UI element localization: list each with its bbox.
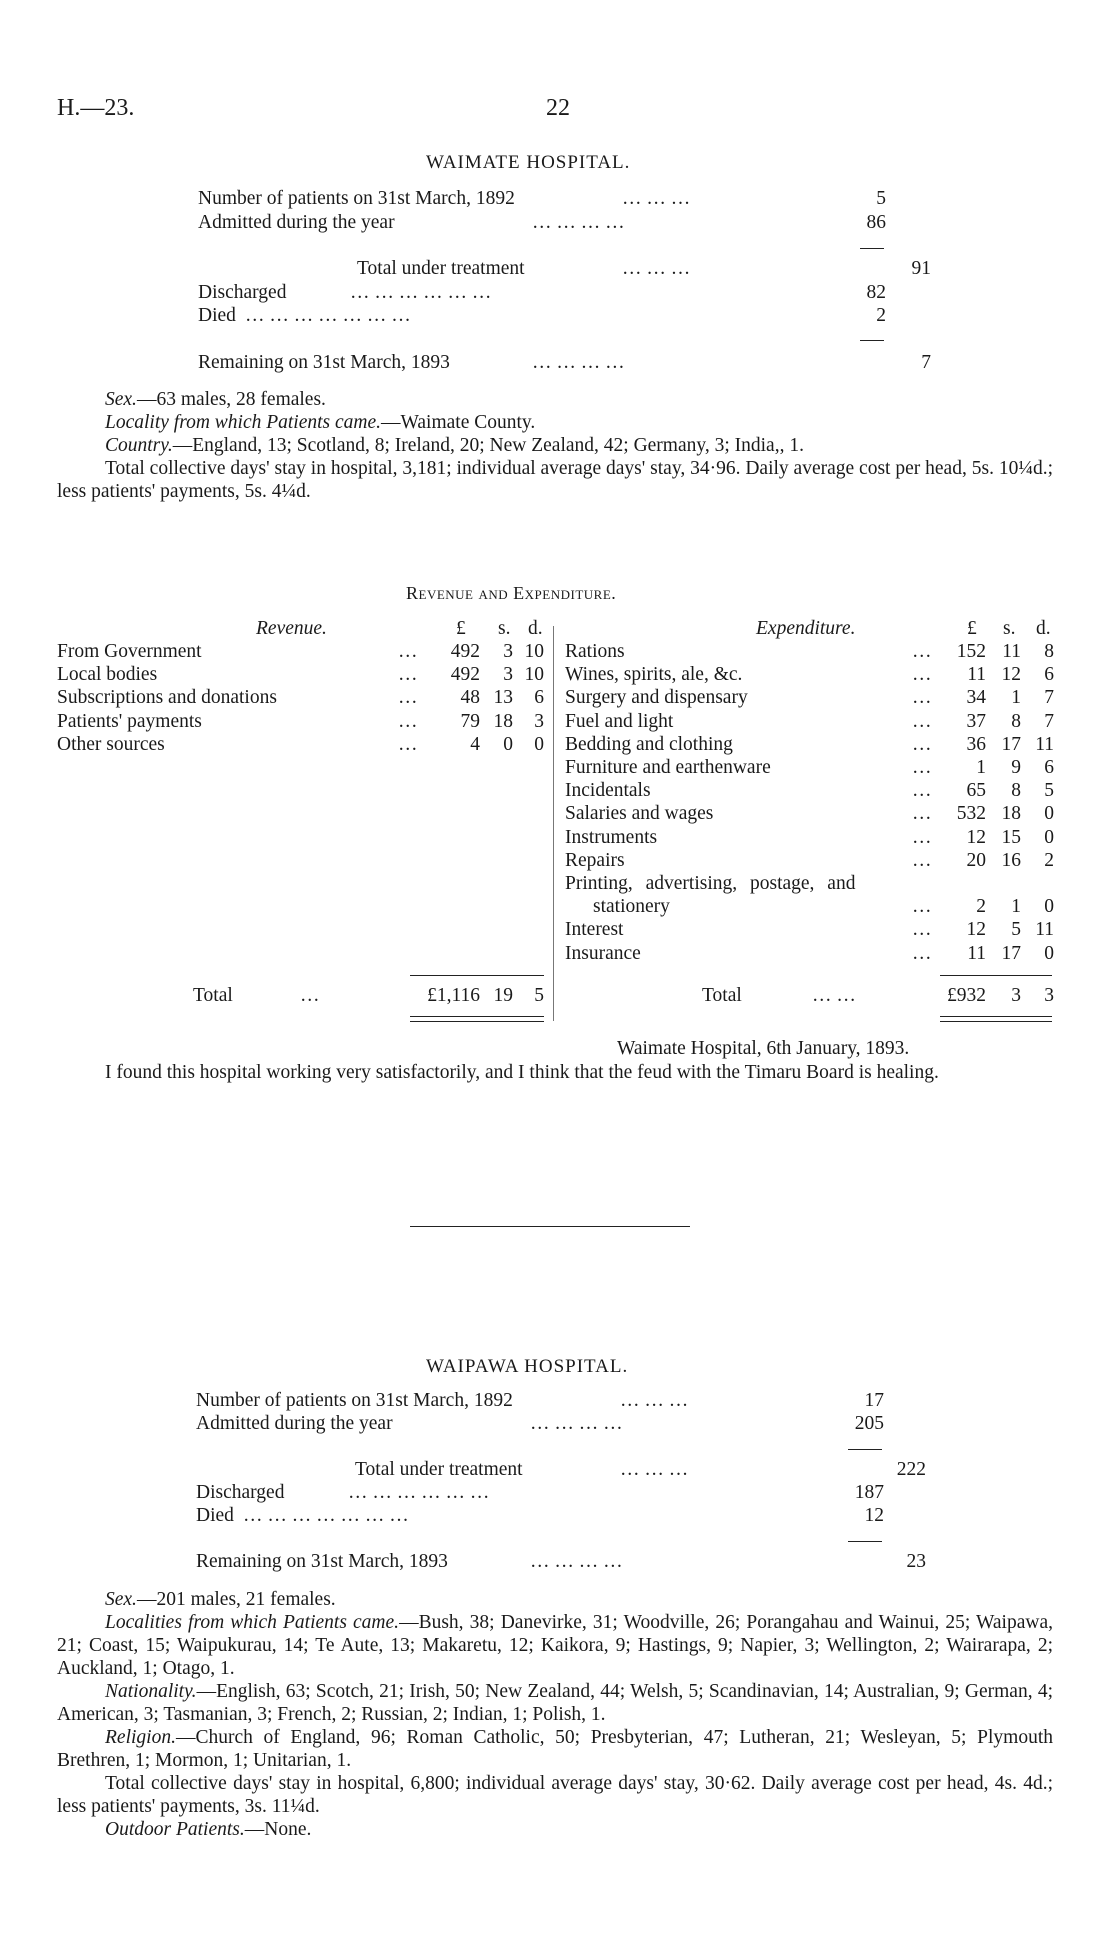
revenue-label: Other sources <box>57 733 165 755</box>
revenue-label: Patients' payments <box>57 710 202 732</box>
page-number: 22 <box>546 95 570 121</box>
localities-text: —Bush, 38; Danevirke, 31; Woodville, 26; Porangahau and Wainui, 25; Waipawa, 21; Coast, 15; Waipukurau, 14; Te Aute, 13; Makaretu, 12; Kaikora, 9; Hastings, 9; Napier, 3; Wellington, 2; Wairarapa, 2; Auckland, 1; Otago, 1. <box>57 1612 1053 1679</box>
leader-dots: … <box>398 687 418 709</box>
leader-dots: … <box>398 733 418 755</box>
stat-start-label: Number of patients on 31st March, 1892 <box>198 188 515 209</box>
sex-label: Sex. <box>105 1589 137 1610</box>
leader-dots: … <box>912 942 932 964</box>
leader-dots: … … … … … … <box>348 1482 490 1503</box>
expenditure-shillings: 1 <box>1011 687 1021 709</box>
revenue-label: Subscriptions and donations <box>57 687 277 709</box>
sex-text: —201 males, 21 females. <box>136 1589 336 1610</box>
waipawa-details <box>57 1588 1053 1841</box>
column-divider <box>553 626 554 1021</box>
expenditure-shillings: 8 <box>1011 780 1021 802</box>
leader-dots: … … … <box>620 1390 689 1411</box>
revenue-shillings: 13 <box>493 687 513 709</box>
revenue-col-pounds: £ <box>456 618 466 639</box>
nationality-label: Nationality. <box>105 1681 197 1702</box>
expenditure-label: Printing, advertising, postage, and <box>565 873 856 894</box>
section-divider <box>410 1226 690 1227</box>
expenditure-subtotal-rule <box>940 975 1052 976</box>
leader-dots: … <box>912 641 932 662</box>
revenue-total-shillings: 19 <box>493 985 513 1006</box>
expenditure-pounds: 11 <box>967 664 986 686</box>
revenue-total-pounds: £1,116 <box>427 985 480 1006</box>
stat-discharged-value: 82 <box>866 282 886 303</box>
localities-line <box>57 1611 1053 1680</box>
stat-remaining-label: Remaining on 31st March, 1893 <box>196 1551 448 1572</box>
stat-admitted-value: 86 <box>866 212 886 233</box>
expenditure-pounds: 1 <box>976 757 986 778</box>
leader-dots: … <box>398 710 418 732</box>
stat-discharged-label: Discharged <box>196 1482 285 1503</box>
revenue-heading: Revenue. <box>256 618 327 639</box>
leader-dots: … <box>912 733 932 755</box>
sex-line <box>57 1588 1053 1611</box>
expenditure-pence: 0 <box>1044 896 1054 918</box>
revenue-shillings: 0 <box>503 733 513 755</box>
leader-dots: … <box>398 664 418 686</box>
finance-title: Revenue and Expenditure. <box>406 583 617 603</box>
outdoor-label: Outdoor Patients. <box>105 1819 245 1840</box>
stat-total-label: Total under treatment <box>357 258 525 279</box>
expenditure-shillings: 5 <box>1011 919 1021 941</box>
sex-label: Sex. <box>105 389 137 410</box>
expenditure-label: Repairs <box>565 849 625 871</box>
waipawa-title: WAIPAWA HOSPITAL. <box>426 1356 629 1377</box>
leader-dots: … <box>912 687 932 709</box>
expenditure-label: Incidentals <box>565 780 651 802</box>
religion-label: Religion. <box>105 1727 176 1748</box>
expenditure-pence: 11 <box>1035 919 1054 941</box>
stat-died-value: 12 <box>864 1505 884 1526</box>
revenue-pence: 6 <box>534 687 544 709</box>
waimate-remark <box>57 1061 1053 1084</box>
stat-died-value: 2 <box>876 305 886 326</box>
revenue-pence: 0 <box>534 733 544 755</box>
country-text: —England, 13; Scotland, 8; Ireland, 20; New Zealand, 42; Germany, 3; India,, 1. <box>172 435 804 456</box>
expenditure-pence: 6 <box>1044 757 1054 778</box>
expenditure-pence: 11 <box>1035 733 1054 755</box>
stat-discharged-label: Discharged <box>198 282 287 303</box>
expenditure-shillings: 1 <box>1011 896 1021 918</box>
country-label: Country. <box>105 435 173 456</box>
outdoor-text: —None. <box>244 1819 312 1840</box>
revenue-shillings: 18 <box>493 710 513 732</box>
revenue-pounds: 4 <box>470 733 480 755</box>
country-line <box>57 434 1053 457</box>
revenue-col-pence: d. <box>528 618 543 639</box>
locality-line <box>57 411 1053 434</box>
revenue-pounds: 492 <box>450 664 480 686</box>
leader-dots: … … … … <box>530 1551 623 1572</box>
leader-dots: … <box>912 757 932 778</box>
expenditure-pounds: 152 <box>956 641 986 662</box>
stat-start-label: Number of patients on 31st March, 1892 <box>196 1390 513 1411</box>
stat-discharged-value: 187 <box>854 1482 884 1503</box>
stat-died-label: Died <box>196 1505 234 1526</box>
expenditure-total-pence: 3 <box>1044 985 1054 1006</box>
nationality-text: —English, 63; Scotch, 21; Irish, 50; New Zealand, 44; Welsh, 5; Scandinavian, 14; Australian, 9; German, 4; American, 3; Tasmanian, 3; French, 2; Russian, 2; Indian, 1; Polish, 1. <box>57 1681 1053 1725</box>
stat-remaining-value: 7 <box>921 352 931 373</box>
leader-dots: … … … … <box>532 352 625 373</box>
leader-dots: … … … … … … <box>350 282 492 303</box>
expenditure-col-pounds: £ <box>967 618 977 639</box>
sum-rule <box>860 248 884 249</box>
leader-dots: … … … <box>622 188 691 209</box>
leader-dots: … … … <box>622 258 691 279</box>
leader-dots: … … … … … … … <box>243 1505 409 1526</box>
leader-dots: … … <box>812 985 856 1006</box>
stay-line: Total collective days' stay in hospital, 3,181; individual average days' stay, 34·96. Daily average cost per head, 5s. 10¼d.; less patients' payments, 5s. 4¼d. <box>57 458 1053 502</box>
expenditure-pence: 8 <box>1044 641 1054 662</box>
waimate-title: WAIMATE HOSPITAL. <box>426 152 631 173</box>
expenditure-pounds: 34 <box>966 687 986 709</box>
leader-dots: … … … … <box>530 1413 623 1434</box>
religion-text: —Church of England, 96; Roman Catholic, 50; Presbyterian, 47; Lutheran, 21; Wesleyan, 5; Plymouth Brethren, 1; Mormon, 1; Unitarian, 1. <box>57 1727 1053 1771</box>
expenditure-label: Wines, spirits, ale, &c. <box>565 664 743 686</box>
sum-rule <box>860 340 884 341</box>
outdoor-line <box>57 1818 1053 1841</box>
expenditure-label: Interest <box>565 919 624 941</box>
expenditure-col-shillings: s. <box>1003 618 1016 639</box>
expenditure-shillings: 16 <box>1001 849 1021 871</box>
expenditure-shillings: 12 <box>1001 664 1021 686</box>
sum-rule <box>848 1541 882 1542</box>
expenditure-pounds: 12 <box>966 826 986 848</box>
expenditure-pounds: 36 <box>966 733 986 755</box>
stat-total-value: 91 <box>911 258 931 279</box>
expenditure-label: Fuel and light <box>565 710 674 732</box>
leader-dots: … … … <box>620 1459 689 1480</box>
expenditure-label: Rations <box>565 641 625 662</box>
expenditure-label: Bedding and clothing <box>565 733 733 755</box>
revenue-pence: 3 <box>534 710 544 732</box>
stat-admitted-label: Admitted during the year <box>198 212 395 233</box>
stat-admitted-label: Admitted during the year <box>196 1413 393 1434</box>
stat-remaining-label: Remaining on 31st March, 1893 <box>198 352 450 373</box>
leader-dots: … <box>912 803 932 825</box>
expenditure-label: Insurance <box>565 942 641 964</box>
revenue-subtotal-rule <box>410 975 544 976</box>
expenditure-label: Surgery and dispensary <box>565 687 748 709</box>
expenditure-pence: 6 <box>1044 664 1054 686</box>
stat-start-value: 17 <box>864 1390 884 1411</box>
stat-total-value: 222 <box>896 1459 926 1480</box>
leader-dots: … … … … <box>532 212 625 233</box>
leader-dots: … … … … … … … <box>245 305 411 326</box>
sex-text: —63 males, 28 females. <box>136 389 326 410</box>
expenditure-total-shillings: 3 <box>1011 985 1021 1006</box>
expenditure-pounds: 20 <box>966 849 986 871</box>
expenditure-pence: 2 <box>1044 849 1054 871</box>
revenue-pence: 10 <box>524 664 544 686</box>
stat-admitted-value: 205 <box>854 1413 884 1434</box>
leader-dots: … <box>912 826 932 848</box>
leader-dots: … <box>398 641 418 662</box>
stat-total-label: Total under treatment <box>355 1459 523 1480</box>
locality-text: —Waimate County. <box>381 412 536 433</box>
revenue-shillings: 3 <box>503 641 513 662</box>
expenditure-shillings: 9 <box>1011 757 1021 778</box>
expenditure-label: Salaries and wages <box>565 803 714 825</box>
expenditure-pence: 0 <box>1044 803 1054 825</box>
revenue-label: Local bodies <box>57 664 158 686</box>
expenditure-pounds: 12 <box>966 919 986 941</box>
revenue-pounds: 492 <box>450 641 480 662</box>
sex-line <box>57 388 1053 411</box>
expenditure-label: Furniture and earthenware <box>565 757 771 778</box>
expenditure-pounds: 11 <box>967 942 986 964</box>
expenditure-heading: Expenditure. <box>756 618 856 639</box>
expenditure-shillings: 17 <box>1001 733 1021 755</box>
expenditure-pence: 0 <box>1044 826 1054 848</box>
revenue-pence: 10 <box>524 641 544 662</box>
locality-label: Locality from which Patients came. <box>105 412 382 433</box>
expenditure-pence: 7 <box>1044 710 1054 732</box>
leader-dots: … <box>912 780 932 802</box>
expenditure-shillings: 8 <box>1011 710 1021 732</box>
expenditure-col-pence: d. <box>1036 618 1051 639</box>
expenditure-total-pounds: £932 <box>947 985 986 1006</box>
revenue-pounds: 48 <box>460 687 480 709</box>
leader-dots: … <box>912 710 932 732</box>
stat-died-label: Died <box>198 305 236 326</box>
revenue-label: From Government <box>57 641 202 662</box>
leader-dots: … <box>912 664 932 686</box>
nationality-line <box>57 1680 1053 1726</box>
waimate-details <box>57 388 1053 503</box>
leader-dots: … <box>912 919 932 941</box>
expenditure-shillings: 11 <box>1002 641 1021 662</box>
expenditure-total-double-rule <box>940 1016 1052 1022</box>
expenditure-pounds: 37 <box>966 710 986 732</box>
expenditure-pounds: 65 <box>966 780 986 802</box>
religion-line <box>57 1726 1053 1772</box>
expenditure-pounds: 2 <box>976 896 986 918</box>
revenue-total-double-rule <box>410 1016 544 1022</box>
sum-rule <box>848 1449 882 1450</box>
expenditure-total-label: Total <box>702 985 742 1006</box>
stay-line: Total collective days' stay in hospital, 6,800; individual average days' stay, 30·62. Daily average cost per head, 4s. 4d.; less patients' payments, 3s. 11¼d. <box>57 1773 1053 1817</box>
page-reference: H.—23. <box>57 95 135 121</box>
stat-start-value: 5 <box>876 188 886 209</box>
revenue-shillings: 3 <box>503 664 513 686</box>
revenue-total-label: Total <box>193 985 233 1006</box>
expenditure-pence: 5 <box>1044 780 1054 802</box>
leader-dots: … <box>912 896 932 918</box>
stat-remaining-value: 23 <box>906 1551 926 1572</box>
expenditure-label: Instruments <box>565 826 658 848</box>
expenditure-shillings: 18 <box>1001 803 1021 825</box>
expenditure-shillings: 17 <box>1001 942 1021 964</box>
revenue-pounds: 79 <box>460 710 480 732</box>
expenditure-pence: 7 <box>1044 687 1054 709</box>
revenue-total-pence: 5 <box>534 985 544 1006</box>
expenditure-pence: 0 <box>1044 942 1054 964</box>
waimate-dateline: Waimate Hospital, 6th January, 1893. <box>617 1038 910 1059</box>
expenditure-shillings: 15 <box>1001 826 1021 848</box>
localities-label: Localities from which Patients came. <box>105 1612 400 1633</box>
expenditure-pounds: 532 <box>956 803 986 825</box>
remark-text: I found this hospital working very satisfactorily, and I think that the feud with the Timaru Board is healing. <box>105 1062 939 1083</box>
revenue-col-shillings: s. <box>498 618 511 639</box>
leader-dots: … <box>912 849 932 871</box>
leader-dots: … <box>300 985 320 1006</box>
expenditure-label: stationery <box>593 896 670 918</box>
